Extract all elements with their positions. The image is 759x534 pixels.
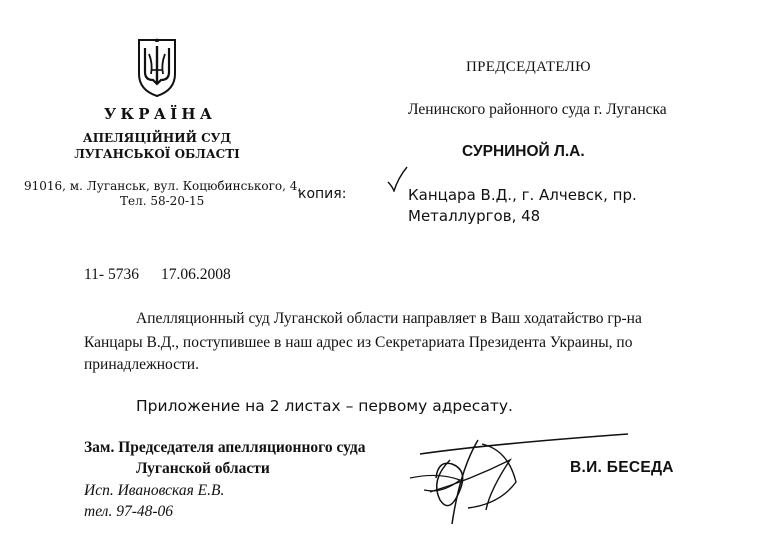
sender-address: 91016, м. Луганськ, вул. Коцюбинського, 4, bbox=[24, 179, 302, 193]
copy-recipient-line2: Металлургов, 48 bbox=[408, 207, 541, 225]
sender-court-region: ЛУГАНСЬКОЇ ОБЛАСТІ bbox=[74, 147, 240, 161]
sender-phone: Тел. 58-20-15 bbox=[120, 194, 205, 208]
handwritten-signature-icon bbox=[390, 420, 640, 528]
reference-number: 11- 5736 bbox=[84, 266, 139, 283]
sender-country: УКРАЇНА bbox=[104, 105, 217, 123]
attachment-note: Приложение на 2 листах – первому адресату. bbox=[136, 397, 513, 415]
checkmark-icon bbox=[386, 166, 408, 192]
body-text-line3: принадлежности. bbox=[84, 356, 199, 373]
signatory-name: В.И. БЕСЕДА bbox=[570, 459, 674, 476]
signatory-title-line1: Зам. Председателя апелляционного суда bbox=[84, 439, 366, 456]
reference-date: 17.06.2008 bbox=[160, 266, 231, 283]
recipient-name: СУРНИНОЙ Л.А. bbox=[462, 143, 585, 160]
executor-name: Исп. Ивановская Е.В. bbox=[84, 482, 225, 499]
copy-recipient-line1: Канцара В.Д., г. Алчевск, пр. bbox=[408, 186, 637, 204]
body-text-line1: Апелляционный суд Луганской области направляет в Ваш ходатайство гр-на bbox=[136, 310, 642, 327]
body-text-line2: Канцары В.Д., поступившее в наш адрес из Секретариата Президента Украины, по bbox=[84, 334, 633, 351]
signatory-title-line2: Луганской области bbox=[136, 460, 270, 477]
trident-coat-of-arms-icon bbox=[133, 34, 181, 98]
reference-line bbox=[84, 266, 231, 284]
executor-phone: тел. 97-48-06 bbox=[84, 503, 174, 520]
recipient-court: Ленинского районного суда г. Луганска bbox=[408, 101, 667, 118]
copy-label: копия: bbox=[298, 186, 347, 202]
recipient-title: ПРЕДСЕДАТЕЛЮ bbox=[466, 59, 591, 75]
sender-court-name: АПЕЛЯЦІЙНИЙ СУД bbox=[82, 131, 232, 145]
